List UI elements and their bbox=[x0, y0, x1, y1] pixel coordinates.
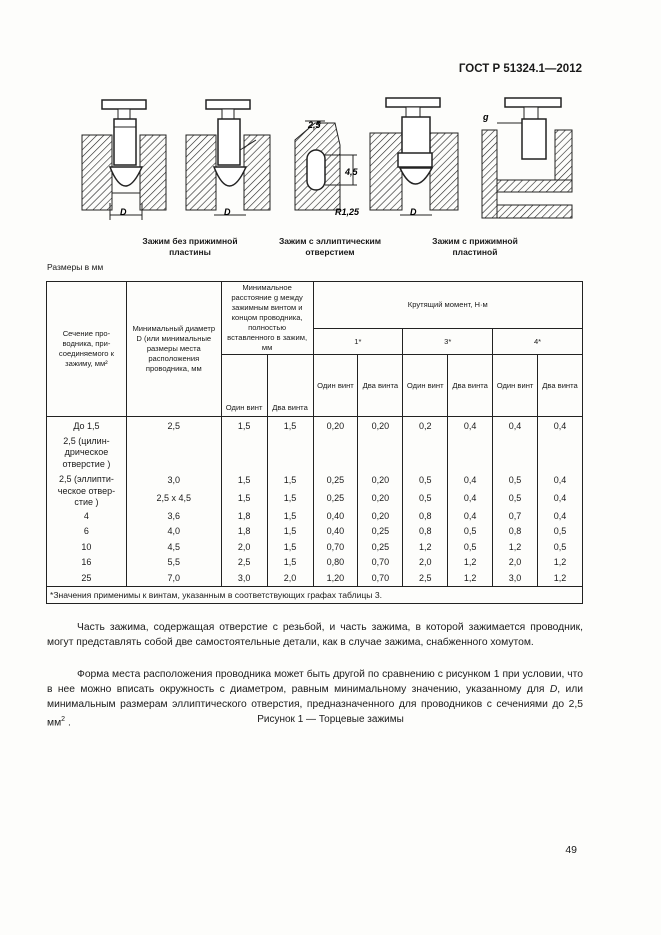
terminal-with-plate-drawing bbox=[370, 98, 458, 217]
terminal-without-plate-variant-drawing bbox=[186, 100, 270, 217]
table-row: 4 3,6 1,8 1,5 0,40 0,20 0,8 0,4 0,7 0,4 bbox=[47, 509, 583, 525]
units-note: Размеры в мм bbox=[47, 262, 104, 272]
table-row: 2,5 (эллипти-ческое отвер-стие ) 3,0 1,5 1,5 0,25 0,20 0,5 0,4 0,5 0,4 bbox=[47, 473, 583, 491]
table-row: 16 5,5 2,5 1,5 0,80 0,70 2,0 1,2 2,0 1,2 bbox=[47, 555, 583, 571]
header-one-screw: Один винт bbox=[221, 355, 267, 417]
header-two-screws: Два винта bbox=[358, 355, 403, 417]
table-row: 2,5 (цилин-дрическое отверстие ) bbox=[47, 435, 583, 474]
header-two-screws: Два винта bbox=[448, 355, 493, 417]
terminal-without-plate-drawing bbox=[82, 100, 166, 220]
caption-with-plate: Зажим с прижимной пластиной bbox=[432, 236, 518, 257]
dim-label-g: g bbox=[483, 112, 489, 122]
header-col-4: 4* bbox=[493, 329, 583, 355]
header-col-1: 1* bbox=[313, 329, 403, 355]
terminal-with-plate-side-drawing bbox=[482, 98, 572, 218]
dim-label-d: D bbox=[120, 207, 127, 217]
table-row: 25 7,0 3,0 2,0 1,20 0,70 2,5 1,2 3,0 1,2 bbox=[47, 571, 583, 587]
table-row: До 1,5 2,5 1,5 1,5 0,20 0,20 0,2 0,4 0,4 0,4 bbox=[47, 417, 583, 435]
header-section: Сечение про-водника, при-соединяемого к зажиму, мм² bbox=[47, 282, 127, 417]
header-one-screw: Один винт bbox=[493, 355, 538, 417]
table-row: 10 4,5 2,0 1,5 0,70 0,25 1,2 0,5 1,2 0,5 bbox=[47, 540, 583, 556]
terminal-dimensions-table bbox=[46, 281, 583, 604]
caption-elliptical: Зажим с эллиптическим отверстием bbox=[278, 236, 382, 257]
header-col-3: 3* bbox=[403, 329, 493, 355]
header-one-screw: Один винт bbox=[403, 355, 448, 417]
caption-without-plate: Зажим без прижимной пластины bbox=[142, 236, 238, 257]
header-one-screw: Один винт bbox=[313, 355, 358, 417]
header-two-screws: Два винта bbox=[537, 355, 582, 417]
header-two-screws: Два винта bbox=[267, 355, 313, 417]
table-row: 2,5 x 4,5 1,5 1,5 0,25 0,20 0,5 0,4 0,5 0,4 bbox=[47, 491, 583, 509]
dim-label-d: D bbox=[410, 207, 417, 217]
figure-caption: Рисунок 1 — Торцевые зажимы bbox=[257, 714, 404, 725]
header-torque: Крутящий момент, Н·м bbox=[313, 282, 583, 329]
paragraph-2: Форма места расположения проводника может быть другой по сравнению с рисунком 1 при условии, что в нее можно вписать окружность с диаметром, равным минимальному значению, указанному для D, или минимальным размерам эллиптического отверстия, предназначенного для проводников с сечениями до 2,5 $мм^2$ . bbox=[47, 669, 584, 729]
standard-header: ГОСТ Р 51324.1—2012 bbox=[458, 63, 582, 75]
paragraph-1: Часть зажима, содержащая отверстие с резьбой, и часть зажима, в которой зажимается проводник, могут представлять собой две самостоятельные детали, как в случае зажима, снабженного хомутом. bbox=[47, 622, 583, 648]
dim-label-d: D bbox=[224, 207, 231, 217]
page-number: 49 bbox=[565, 844, 577, 856]
terminal-drawings bbox=[80, 95, 580, 235]
table-row: 6 4,0 1,8 1,5 0,40 0,25 0,8 0,5 0,8 0,5 bbox=[47, 524, 583, 540]
elliptical-hole-drawing bbox=[295, 120, 360, 217]
table-footnote: *Значения применимы к винтам, указанным в соответствующих графах таблицы 3. bbox=[47, 587, 583, 604]
dim-label-radius: R1,25 bbox=[335, 207, 360, 217]
dim-label-height: 4,5 bbox=[345, 167, 358, 177]
header-diameter: Минимальный диаметр D (или минимальные размеры места расположения проводника, мм bbox=[126, 282, 221, 417]
dim-label-width: 2,5 bbox=[308, 120, 321, 130]
header-gap: Минимальное расстояние g между зажимным винтом и концом проводника, полностью вставленного в зажим, мм bbox=[221, 282, 313, 355]
